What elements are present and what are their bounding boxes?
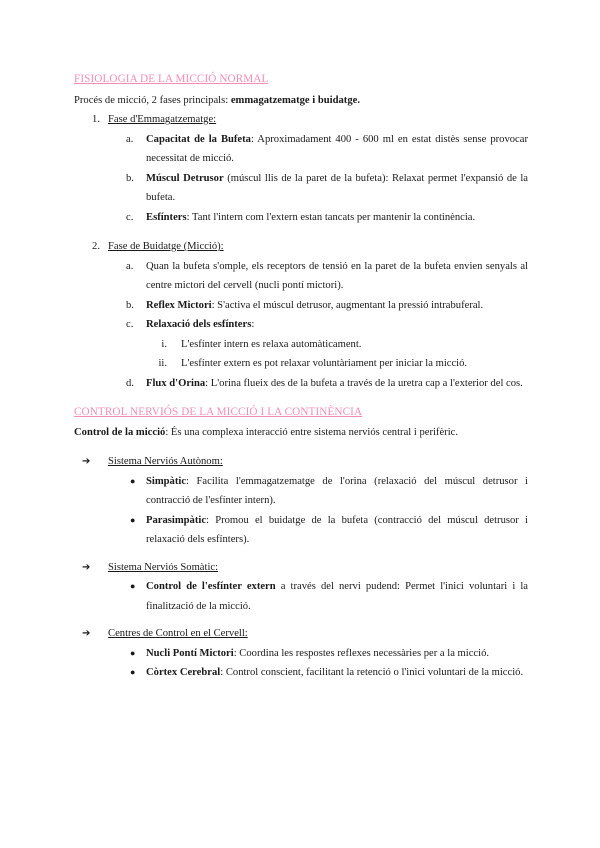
item-bold: Esfínters [146,211,187,223]
list-item [116,257,528,296]
arrow-list-item [82,624,528,644]
arrow-list-item [82,452,528,472]
phase-item [74,110,528,227]
item-text: : S'activa el múscul detrusor, augmentant la pressió intrabuferal. [211,299,484,311]
item-bold: Simpàtic [146,475,187,487]
bullet-list [130,472,528,550]
list-item [130,663,528,683]
arrow-list-item [82,558,528,578]
list-item [116,208,528,228]
phase-sublist [116,257,528,335]
list-item [130,511,528,550]
item-text: L'esfínter extern es pot relaxar voluntàriament per iniciar la micció. [181,358,468,369]
list-item [116,374,528,394]
item-marker: c. [126,211,134,223]
item-marker: d. [126,377,134,389]
document-content [74,70,528,683]
phase-label: Fase de Buidatge (Micció): [108,241,224,252]
item-text: : [251,319,255,330]
list-item [130,472,528,511]
item-bold: Reflex Mictori [146,299,212,311]
phase-item [74,237,528,393]
roman-sublist [146,335,528,374]
section-title-control: CONTROL NERVIÓS DE LA MICCIÓ I LA CONTINÈNCIA [74,406,363,418]
item-bold: Còrtex Cerebral [146,667,221,678]
phase-number: 1. [92,114,100,125]
bullet-list [130,644,528,683]
bullet-icon: ● [130,647,136,658]
group-label: Sistema Nerviós Somàtic: [108,561,219,573]
item-marker: a. [126,260,134,272]
item-bold: Capacitat de la Bufeta [146,133,251,145]
intro-paragraph [74,91,528,111]
item-bold: Relaxació dels esfínters [146,319,252,330]
bullet-icon: ● [130,514,136,525]
bullet-list [130,577,528,616]
item-text: : Aproximadament 400 - 600 ml en estat distès sense provocar necessitat de micció. [146,133,528,164]
phase-sublist [116,374,528,394]
item-text: : Coordina les respostes reflexes necessàries per a la micció. [233,647,490,659]
control-intro [74,423,528,443]
item-text: a través del nervi pudend: Permet l'inici voluntari i la finalització de la micció. [146,581,529,612]
list-item [146,354,528,374]
bullet-icon: ● [130,581,136,591]
list-item [116,169,528,208]
item-text: (múscul llis de la paret de la bufeta): Relaxat permet l'expansió de la bufeta. [146,172,528,203]
arrow-icon: ➔ [82,456,91,467]
list-item [116,296,528,316]
item-bold: Múscul Detrusor [146,172,224,184]
item-bold: Control de l'esfínter extern [146,581,276,592]
item-marker: b. [126,172,134,184]
intro-text: : És una complexa interacció entre sistema nerviós central i perifèric. [165,426,458,438]
bullet-icon: ● [130,475,136,486]
group-label: Sistema Nerviós Autònom: [108,456,223,467]
item-text: : Tant l'intern com l'extern estan tancats per mantenir la continència. [186,211,476,223]
phase-label: Fase d'Emmagatzematge: [108,114,217,125]
item-text: : Promou el buidatge de la bufeta (contracció del múscul detrusor i relaxació dels esfínters). [146,514,528,545]
phase-number: 2. [92,241,100,252]
list-item [130,644,528,664]
bullet-icon: ● [130,667,136,677]
group-label: Centres de Control en el Cervell: [108,628,248,639]
list-item [146,335,528,355]
intro-bold-text: emmagatzematge i buidatge. [230,94,360,106]
item-text: : L'orina flueix des de la bufeta a través de la uretra cap a l'exterior del cos. [205,377,523,389]
item-text: : Facilita l'emmagatzematge de l'orina (relaxació del múscul detrusor i contracció de l'esfínter intern). [146,475,528,506]
intro-bold-text: Control de la micció [74,426,166,438]
phase-sublist [116,130,528,228]
item-marker: ii. [158,358,167,369]
item-text: Quan la bufeta s'omple, els receptors de tensió en la paret de la bufeta envien senyals al centre mictori del cervell (nucli pontí mictori). [146,260,528,291]
item-bold: Parasimpàtic [146,514,207,526]
arrow-icon: ➔ [82,628,91,639]
item-text: L'esfínter intern es relaxa automàticament. [181,338,362,350]
list-item [130,577,528,616]
item-marker: c. [126,319,134,330]
item-marker: i. [161,338,167,350]
arrow-icon: ➔ [82,561,91,573]
section-title-fisiologia: FISIOLOGIA DE LA MICCIÓ NORMAL [74,73,269,85]
item-marker: a. [126,133,134,145]
phase-list [74,110,528,393]
item-bold: Nucli Pontí Mictori [146,647,234,659]
item-marker: b. [126,299,134,311]
intro-text: Procés de micció, 2 fases principals: [74,94,231,106]
item-bold: Flux d'Orina [146,377,206,389]
list-item [116,130,528,169]
list-item [116,315,528,335]
item-text: : Control conscient, facilitant la retenció o l'inici voluntari de la micció. [220,667,524,678]
